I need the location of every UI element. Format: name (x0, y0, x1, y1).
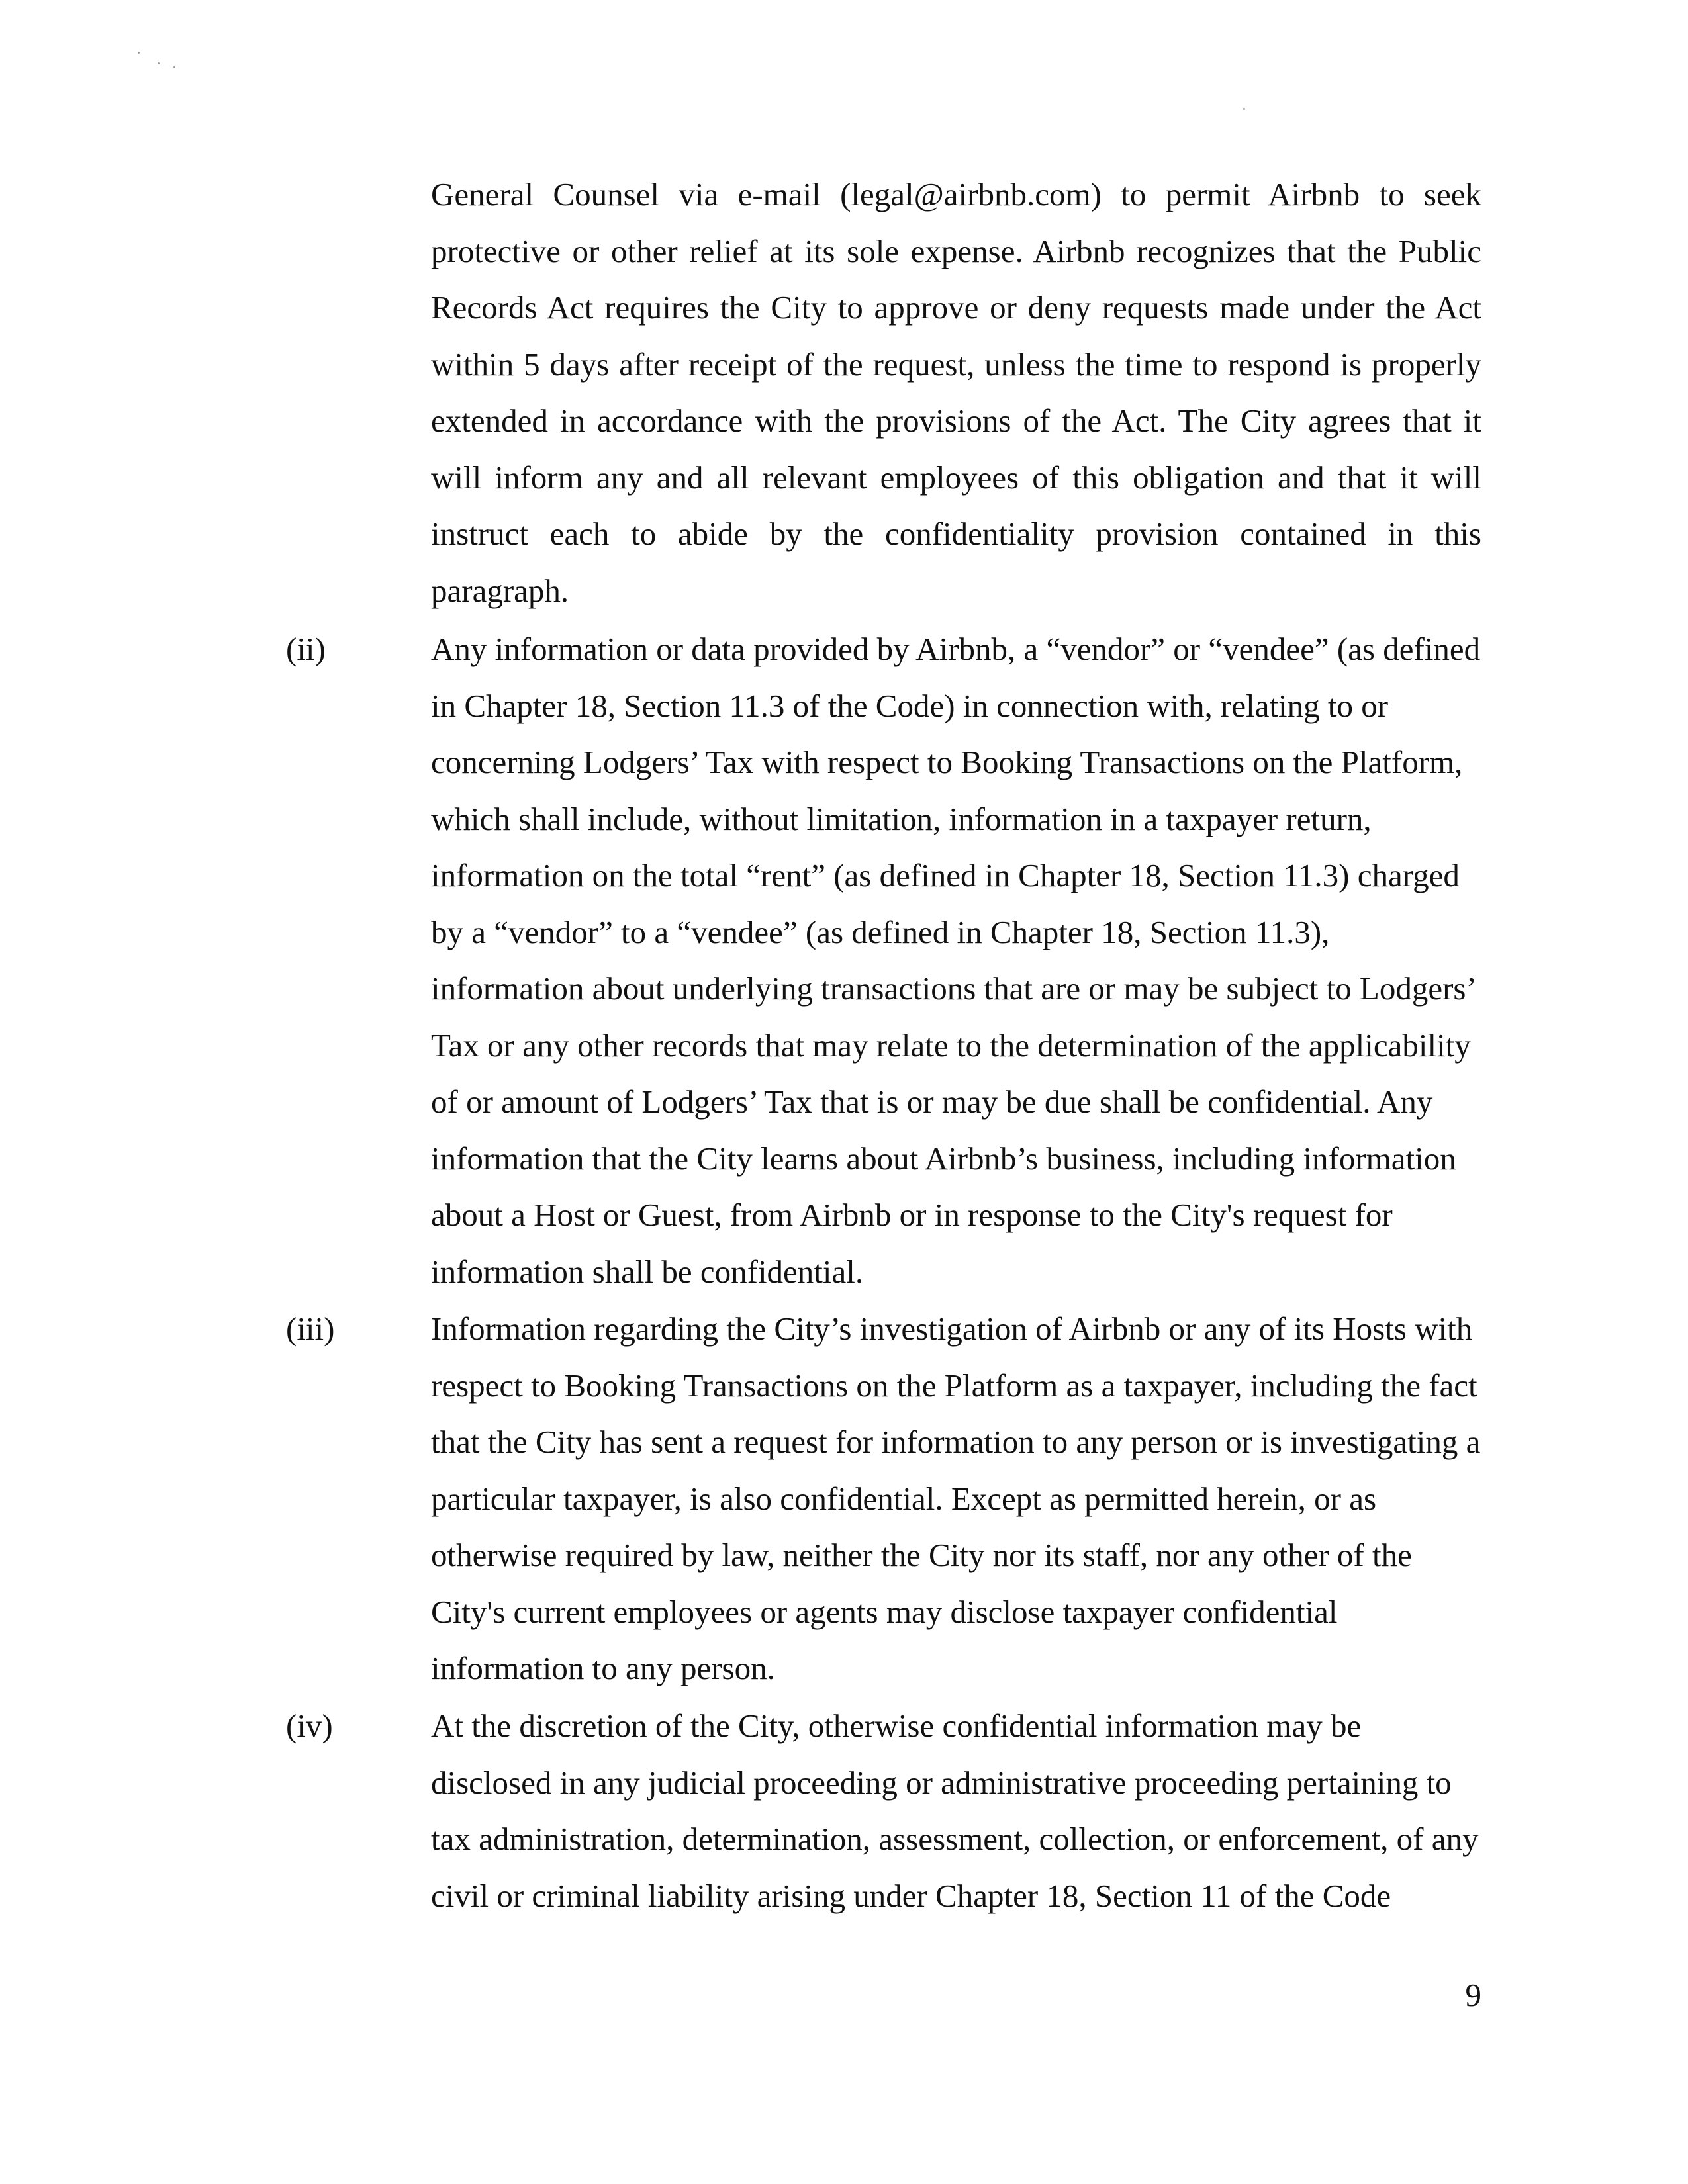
item-label-ii: (ii) (286, 631, 326, 667)
scan-artifact (138, 52, 140, 54)
scan-artifact (173, 66, 175, 68)
paragraph-iv: At the discretion of the City, otherwise confidential information may be disclosed in any judicial proceeding or administrative proceeding pertaining to tax administration, determination, assessment, collection, or enforcement, of any civil or criminal liability arising under Chapter 18, Section 11 of the Code (431, 1707, 1479, 1914)
page-number: 9 (1465, 1977, 1481, 2013)
item-label-iv: (iv) (286, 1707, 333, 1744)
item-label-iii: (iii) (286, 1310, 335, 1347)
paragraph-ii: Any information or data provided by Airbnb, a “vendor” or “vendee” (as defined in Chapter 18, Section 11.3 of the Code) in connection with, relating to or concerning Lodgers’ Tax with respect to Booking Transactions on the Platform, which shall include, without limitation, information in a taxpayer return, information on the total “rent” (as defined in Chapter 18, Section 11.3) charged by a “vendor” to a “vendee” (as defined in Chapter 18, Section 11.3), information about underlying transactions that are or may be subject to Lodgers’ Tax or any other records that may relate to the determination of the applicability of or amount of Lodgers’ Tax that is or may be due shall be confidential. Any information that the City learns about Airbnb’s business, including information about a Host or Guest, from Airbnb or in response to the City's request for information shall be confidential. (431, 631, 1481, 1290)
scan-artifact (158, 62, 160, 64)
paragraph-iii: Information regarding the City’s investigation of Airbnb or any of its Hosts with respect to Booking Transactions on the Platform as a taxpayer, including the fact that the City has sent a request for information to any person or is investigating a particular taxpayer, is also confidential. Except as permitted herein, or as otherwise required by law, neither the City nor its staff, nor any other of the City's current employees or agents may disclose taxpayer confidential information to any person. (431, 1310, 1481, 1686)
scan-artifact (1243, 108, 1245, 110)
paragraph-continuation: General Counsel via e-mail (legal@airbnb.com) to permit Airbnb to seek protective or other relief at its sole expense. Airbnb recognizes that the Public Records Act requires the City to approve or deny requests made under the Act within 5 days after receipt of the request, unless the time to respond is properly extended in accordance with the provisions of the Act. The City agrees that it will inform any and all relevant employees of this obligation and that it will instruct each to abide by the confidentiality provision contained in this paragraph. (431, 176, 1481, 609)
